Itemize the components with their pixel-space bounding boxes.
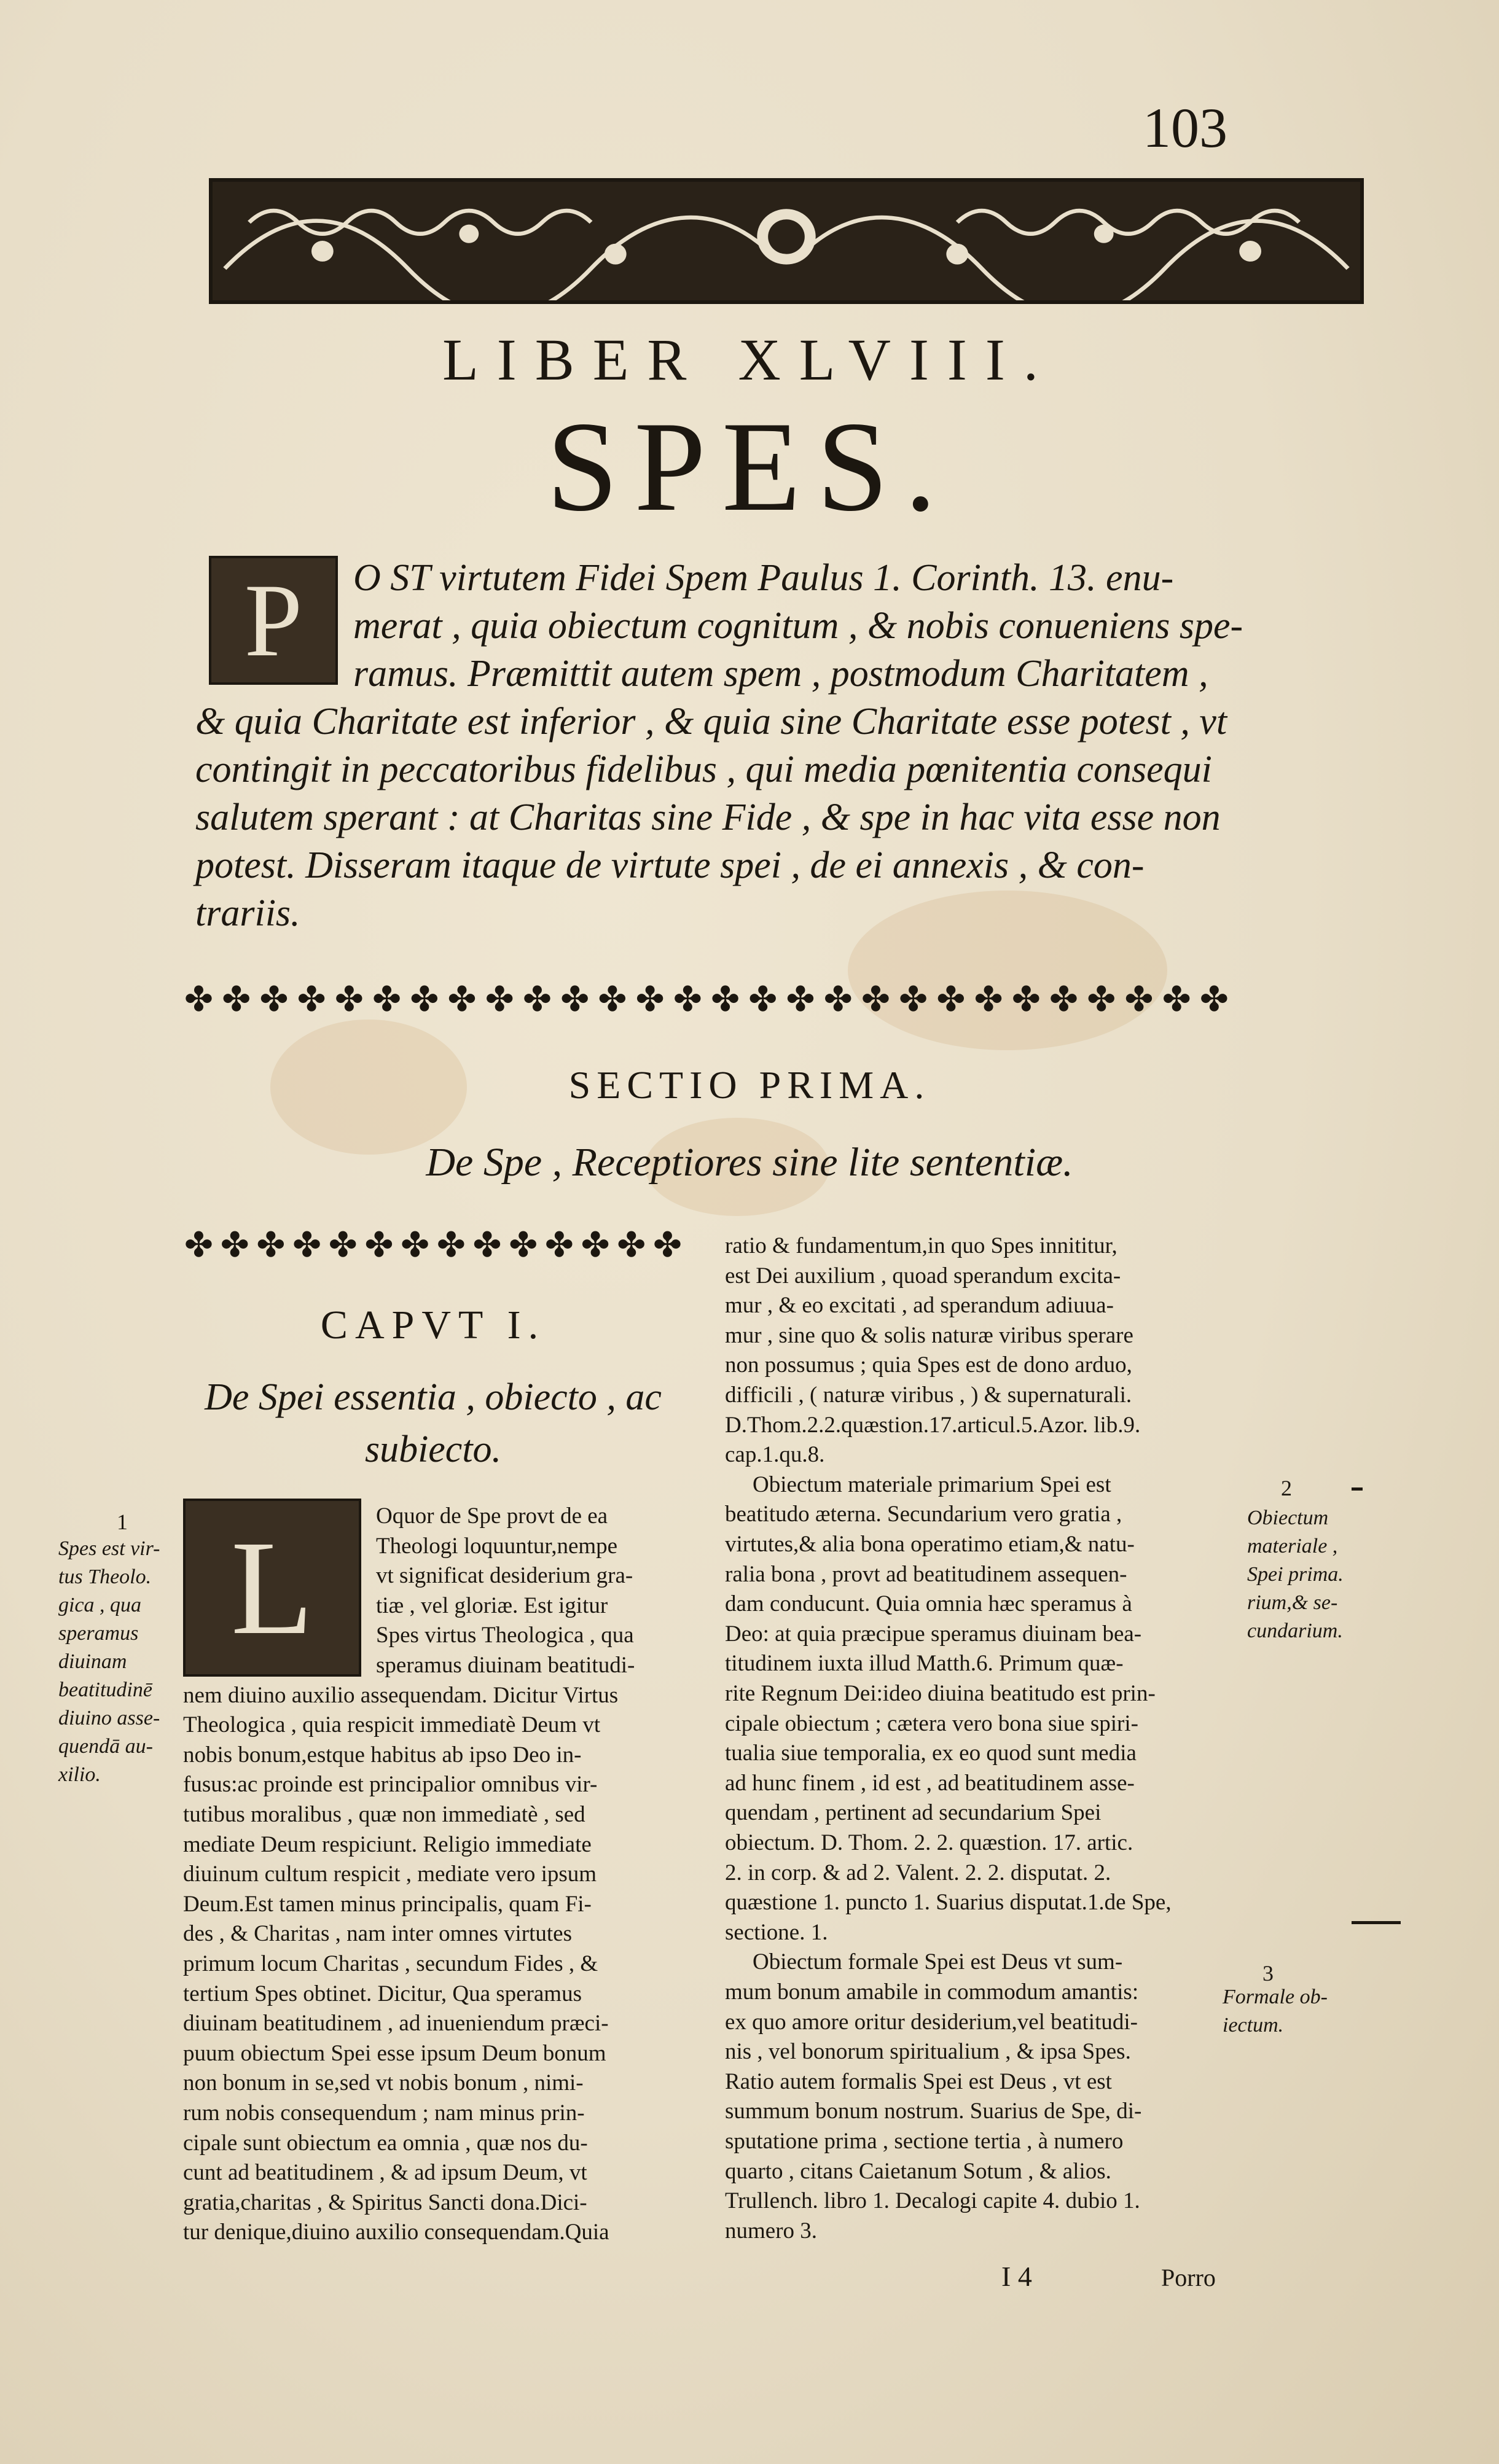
fleuron-ornament: ✤ — [259, 981, 289, 1019]
text-line: 2. in corp. & ad 2. Valent. 2. 2. disputat. 2. — [725, 1860, 1111, 1885]
chapter-heading: CAPVT I. — [320, 1303, 546, 1347]
text-line: tur denique,diuino auxilio consequendam.Quia — [183, 2220, 609, 2245]
text-line: D.Thom.2.2.quæstion.17.articul.5.Azor. lib.9. — [725, 1412, 1141, 1438]
text-line: Deum.Est tamen minus principalis, quam Fi- — [183, 1891, 592, 1917]
text-line: diuinum cultum respicit , mediate vero ipsum — [183, 1862, 597, 1887]
text-line: Ratio autem formalis Spei est Deus , vt est — [725, 2068, 1112, 2094]
text-line: cap.1.qu.8. — [725, 1442, 825, 1468]
margin-note-line: diuinam — [58, 1650, 127, 1673]
fleuron-ornament: ✤ — [1087, 981, 1116, 1019]
margin-note-line: rium,& se- — [1247, 1591, 1338, 1614]
edge-mark — [1352, 1921, 1401, 1924]
text-line: speramus diuinam beatitudi- — [376, 1653, 635, 1678]
fleuron-ornament: ✤ — [652, 1226, 682, 1265]
fleuron-ornament: ✤ — [560, 981, 590, 1019]
text-line: difficili , ( naturæ viribus , ) & supernaturali. — [725, 1382, 1132, 1408]
fleuron-ornament: ✤ — [372, 981, 402, 1019]
text-line: mur , & eo excitati , ad sperandum adiuua- — [725, 1293, 1114, 1319]
fleuron-ornament: ✤ — [1049, 981, 1078, 1019]
text-line: primum locum Charitas , secundum Fides , & — [183, 1951, 598, 1976]
book-title: SPES. — [546, 396, 953, 538]
text-line: mediate Deum respiciunt. Religio immediate — [183, 1831, 592, 1857]
text-line: puum obiectum Spei esse ipsum Deum bonum — [183, 2040, 606, 2066]
fleuron-ornament: ✤ — [544, 1226, 574, 1265]
woodcut-headpiece — [209, 178, 1364, 304]
text-line: dam conducunt. Quia omnia hæc speramus à — [725, 1591, 1132, 1617]
margin-note-line: iectum. — [1223, 2014, 1284, 2037]
text-line: mur , sine quo & solis naturæ viribus sperare — [725, 1322, 1133, 1348]
ornament-divider — [184, 1228, 682, 1263]
ornamental-initial: L — [183, 1499, 361, 1677]
fleuron-ornament: ✤ — [598, 981, 627, 1019]
text-line: Oquor de Spe provt de ea — [376, 1503, 608, 1529]
catchword: Porro — [1161, 2264, 1216, 2291]
text-line: numero 3. — [725, 2218, 818, 2244]
fleuron-ornament: ✤ — [184, 1226, 213, 1265]
edge-mark — [1352, 1487, 1363, 1491]
fleuron-ornament: ✤ — [581, 1226, 610, 1265]
text-line: beatitudo æterna. Secundarium vero gratia , — [725, 1502, 1122, 1527]
intro-line: merat , quia obiectum cognitum , & nobis conueniens spe- — [353, 605, 1243, 647]
fleuron-ornament: ✤ — [292, 1226, 321, 1265]
margin-number: 1 — [117, 1510, 128, 1534]
fleuron-ornament: ✤ — [936, 981, 966, 1019]
margin-note-line: diuino asse- — [58, 1707, 160, 1729]
text-line: sputatione prima , sectione tertia , à numero — [725, 2129, 1124, 2154]
text-line: Deo: at quia præcipue speramus diuinam bea- — [725, 1621, 1142, 1647]
text-line: ad hunc finem , id est , ad beatitudinem asse- — [725, 1770, 1135, 1796]
fleuron-ornament: ✤ — [364, 1226, 394, 1265]
intro-line: contingit in peccatoribus fidelibus , qui media pœnitentia consequi — [195, 749, 1212, 790]
fleuron-ornament: ✤ — [1162, 981, 1191, 1019]
margin-note-line: xilio. — [58, 1763, 101, 1786]
text-line: quæstione 1. puncto 1. Suarius disputat.1.de Spe, — [725, 1890, 1172, 1916]
text-line: mum bonum amabile in commodum amantis: — [725, 1979, 1139, 2005]
fleuron-ornament: ✤ — [436, 1226, 466, 1265]
text-line: rite Regnum Dei:ideo diuina beatitudo est prin- — [725, 1681, 1156, 1706]
margin-note-line: Spes est vir- — [58, 1537, 160, 1560]
text-line: nis , vel bonorum spiritualium , & ipsa Spes. — [725, 2039, 1131, 2065]
text-line: nobis bonum,estque habitus ab ipso Deo in- — [183, 1742, 582, 1768]
fleuron-ornament: ✤ — [974, 981, 1003, 1019]
fleuron-ornament: ✤ — [748, 981, 778, 1019]
margin-number: 3 — [1262, 1961, 1274, 1986]
margin-note-line: speramus — [58, 1622, 139, 1645]
intro-line: salutem sperant : at Charitas sine Fide , & spe in hac vita esse non — [195, 797, 1221, 838]
intro-line: & quia Charitate est inferior , & quia sine Charitate esse potest , vt — [195, 701, 1227, 743]
text-line: cunt ad beatitudinem , & ad ipsum Deum, vt — [183, 2160, 587, 2186]
ornamental-initial: P — [209, 556, 338, 685]
text-line: Trullench. libro 1. Decalogi capite 4. dubio 1. — [725, 2188, 1140, 2214]
fleuron-ornament: ✤ — [673, 981, 702, 1019]
fleuron-ornament: ✤ — [184, 981, 213, 1019]
fleuron-ornament: ✤ — [297, 981, 326, 1019]
book-heading: LIBER XLVIII. — [442, 327, 1057, 392]
fleuron-ornament: ✤ — [256, 1226, 286, 1265]
text-line: tiæ , vel gloriæ. Est igitur — [376, 1593, 608, 1618]
text-line: est Dei auxilium , quoad sperandum excita- — [725, 1263, 1121, 1289]
text-line: non possumus ; quia Spes est de dono arduo, — [725, 1352, 1132, 1378]
margin-number: 2 — [1281, 1476, 1292, 1500]
fleuron-ornament: ✤ — [823, 981, 853, 1019]
fleuron-ornament: ✤ — [617, 1226, 646, 1265]
fleuron-ornament: ✤ — [635, 981, 665, 1019]
text-line: tertium Spes obtinet. Dicitur, Qua speramus — [183, 1981, 582, 2006]
text-line: quendam , pertinent ad secundarium Spei — [725, 1800, 1102, 1826]
page-number: 103 — [1143, 96, 1227, 159]
fleuron-ornament: ✤ — [1124, 981, 1154, 1019]
fleuron-ornament: ✤ — [222, 981, 251, 1019]
text-line: ex quo amore oritur desiderium,vel beatitudi- — [725, 2009, 1138, 2035]
text-line: Theologi loquuntur,nempe — [376, 1533, 618, 1559]
fleuron-ornament: ✤ — [522, 981, 552, 1019]
text-line: Obiectum formale Spei est Deus vt sum- — [753, 1949, 1123, 1975]
fleuron-ornament: ✤ — [485, 981, 514, 1019]
margin-note-line: Obiectum — [1247, 1507, 1329, 1529]
text-line: summum bonum nostrum. Suarius de Spe, di- — [725, 2099, 1142, 2124]
fleuron-ornament: ✤ — [220, 1226, 249, 1265]
text-line: Obiectum materiale primarium Spei est — [753, 1472, 1111, 1497]
text-line: rum nobis consequendum ; nam minus prin- — [183, 2100, 585, 2126]
text-line: cipale sunt obiectum ea omnia , quæ nos du- — [183, 2130, 588, 2156]
section-subtitle: De Spe , Receptiores sine lite sententiæ. — [426, 1140, 1073, 1185]
signature-mark: I 4 — [1001, 2261, 1032, 2292]
text-line: non bonum in se,sed vt nobis bonum , nimi- — [183, 2070, 584, 2096]
fleuron-ornament: ✤ — [410, 981, 439, 1019]
text-line: obiectum. D. Thom. 2. 2. quæstion. 17. artic. — [725, 1830, 1133, 1855]
text-line: titudinem iuxta illud Matth.6. Primum quæ- — [725, 1651, 1124, 1677]
intro-line: ramus. Præmittit autem spem , postmodum Charitatem , — [353, 653, 1208, 695]
margin-note-line: materiale , — [1247, 1535, 1338, 1558]
fleuron-ornament: ✤ — [711, 981, 740, 1019]
fleuron-ornament: ✤ — [334, 981, 364, 1019]
fleuron-ornament: ✤ — [447, 981, 477, 1019]
text-line: tualia siue temporalia, ex eo quod sunt media — [725, 1741, 1137, 1766]
fleuron-ornament: ✤ — [786, 981, 815, 1019]
fleuron-ornament: ✤ — [1011, 981, 1041, 1019]
margin-note-line: tus Theolo. — [58, 1565, 152, 1588]
text-line: sectione. 1. — [725, 1919, 828, 1945]
fleuron-ornament: ✤ — [472, 1226, 502, 1265]
text-line: Theologica , quia respicit immediatè Deum vt — [183, 1712, 601, 1738]
text-line: virtutes,& alia bona operatimo etiam,& natu- — [725, 1532, 1135, 1557]
text-line: Spes virtus Theologica , qua — [376, 1623, 634, 1648]
text-line: tutibus moralibus , quæ non immediatè , sed — [183, 1802, 585, 1827]
margin-note-line: gica , qua — [58, 1594, 142, 1616]
section-heading: SECTIO PRIMA. — [568, 1063, 931, 1107]
margin-note-line: cundarium. — [1247, 1620, 1343, 1642]
text-line: gratia,charitas , & Spiritus Sancti dona.Dici- — [183, 2189, 587, 2215]
margin-note-line: Formale ob- — [1223, 1986, 1328, 2008]
text-line: ralia bona , provt ad beatitudinem assequen- — [725, 1561, 1127, 1587]
fleuron-ornament: ✤ — [401, 1226, 430, 1265]
fleuron-ornament: ✤ — [509, 1226, 538, 1265]
text-line: vt significat desiderium gra- — [376, 1563, 633, 1589]
text-line: cipale obiectum ; cætera vero bona siue spiri- — [725, 1710, 1138, 1736]
foxing-stain — [848, 891, 1167, 1050]
fleuron-ornament: ✤ — [899, 981, 928, 1019]
chapter-subtitle-line: De Spei essentia , obiecto , ac — [205, 1376, 662, 1418]
text-line: diuinam beatitudinem , ad inueniendum præci- — [183, 2011, 609, 2037]
ornament-divider — [184, 983, 1229, 1017]
text-line: nem diuino auxilio assequendam. Dicitur Virtus — [183, 1682, 619, 1708]
margin-note-line: quendā au- — [58, 1735, 153, 1758]
text-line: ratio & fundamentum,in quo Spes innititur, — [725, 1233, 1117, 1258]
fleuron-ornament: ✤ — [328, 1226, 358, 1265]
fleuron-ornament: ✤ — [861, 981, 890, 1019]
text-line: fusus:ac proinde est principalior omnibus vir- — [183, 1772, 598, 1798]
intro-line: trariis. — [195, 892, 300, 934]
intro-line: O ST virtutem Fidei Spem Paulus 1. Corinth. 13. enu- — [353, 557, 1174, 599]
text-line: quarto , citans Caietanum Sotum , & alios. — [725, 2158, 1111, 2184]
chapter-subtitle-line: subiecto. — [364, 1429, 502, 1470]
margin-note-line: beatitudinē — [58, 1678, 152, 1701]
text-line: des , & Charitas , nam inter omnes virtutes — [183, 1921, 572, 1947]
intro-line: potest. Disseram itaque de virtute spei , de ei annexis , & con- — [195, 844, 1145, 886]
margin-note-line: Spei prima. — [1247, 1563, 1344, 1586]
fleuron-ornament: ✤ — [1199, 981, 1229, 1019]
